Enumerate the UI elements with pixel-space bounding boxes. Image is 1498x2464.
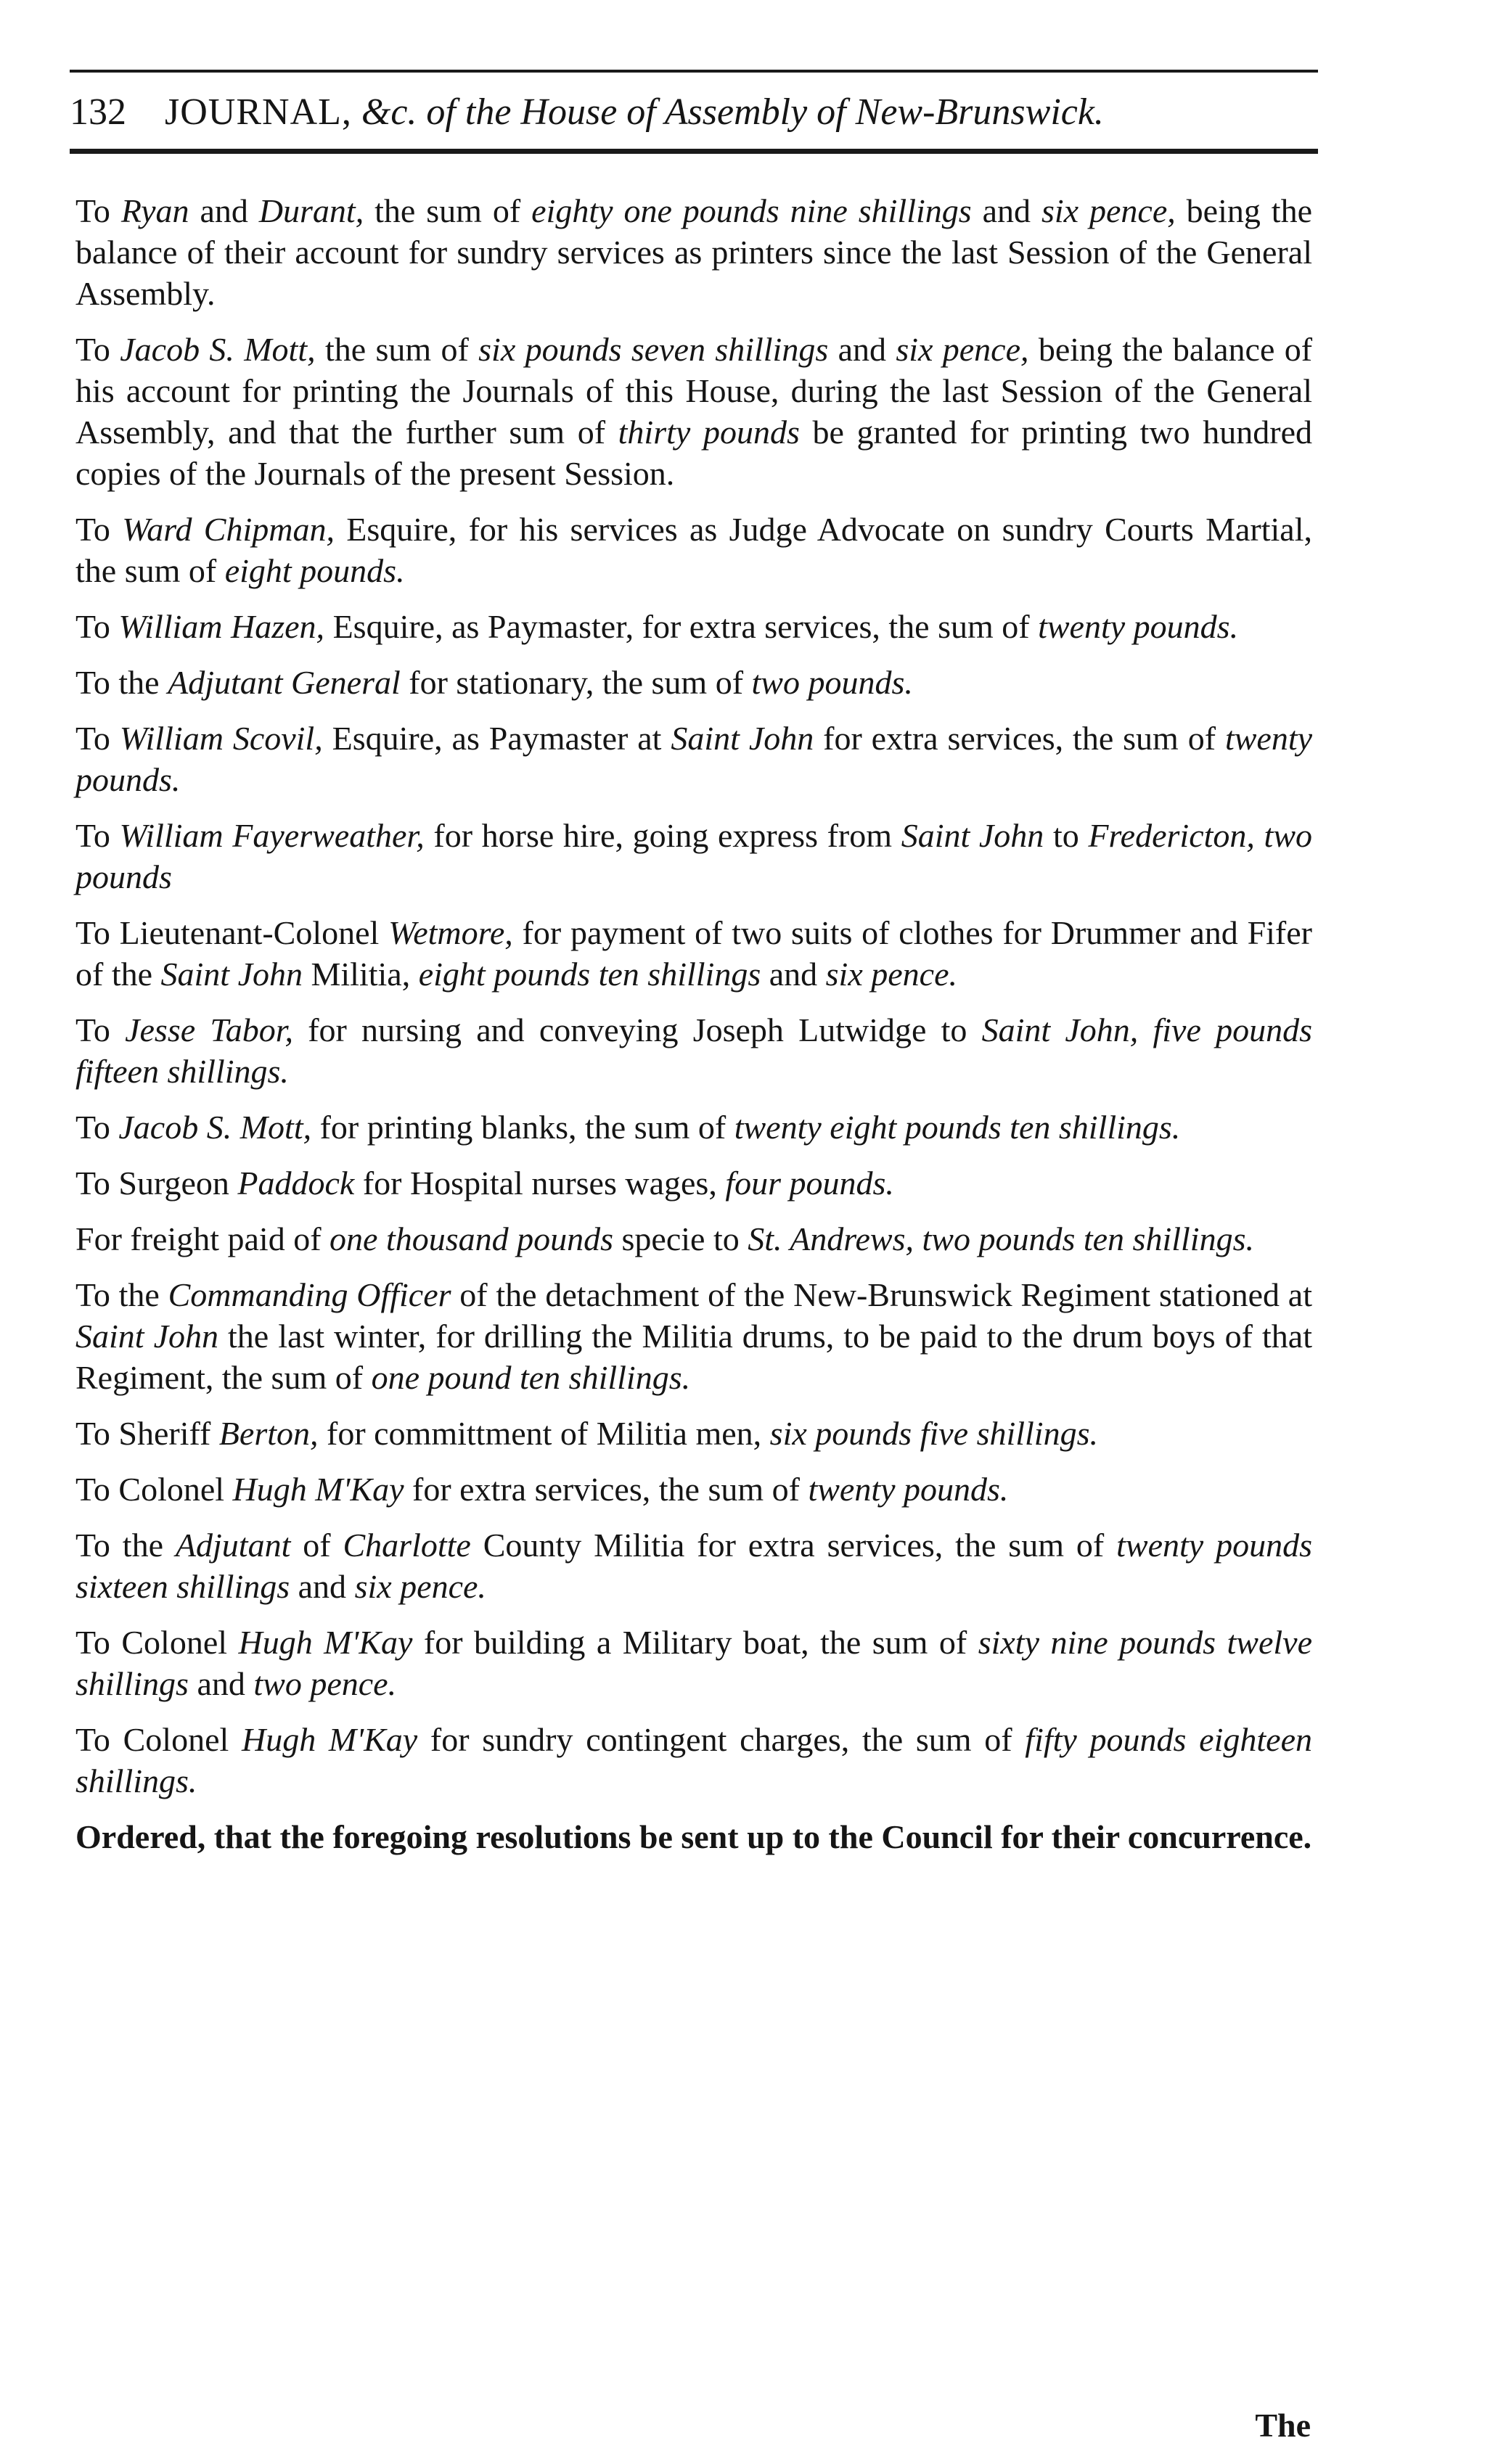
text-run: Militia,: [303, 956, 419, 993]
italic-text: six pence.: [825, 956, 958, 993]
bold-text: Ordered, that the foregoing resolutions be sent up to the Council for their concurrence.: [75, 1818, 1312, 1855]
resolution-entry: [75, 606, 1312, 647]
catchword: The: [1255, 2407, 1311, 2444]
text-run: specie to: [613, 1220, 748, 1257]
text-run: for building a Military boat, the sum of: [412, 1624, 978, 1661]
text-run: being the balance of their account for sundry services as printers since the last Session of the General Assembly.: [75, 192, 1313, 312]
italic-text: six pence,: [1041, 192, 1176, 229]
italic-text: twenty pounds sixteen shillings: [75, 1527, 1312, 1605]
italic-text: one pound ten shillings.: [371, 1359, 691, 1396]
italic-text: four pounds.: [725, 1165, 894, 1202]
italic-text: Hugh M'Kay: [241, 1721, 418, 1758]
italic-text: five pounds fifteen shillings.: [75, 1011, 1312, 1090]
italic-text: Jacob S. Mott,: [118, 1109, 312, 1146]
italic-text: two pounds ten shillings.: [922, 1220, 1254, 1257]
italic-text: eighty one pounds nine shillings: [531, 192, 972, 229]
resolution-entry: [75, 1162, 1312, 1204]
italic-text: six pounds seven shillings: [478, 331, 829, 368]
resolution-entry: [75, 1218, 1312, 1260]
text-run: To the: [75, 664, 168, 701]
resolution-entry: [75, 509, 1312, 591]
text-run: To: [75, 511, 123, 548]
italic-text: twenty pounds.: [808, 1471, 1009, 1508]
italic-text: Hugh M'Kay: [238, 1624, 413, 1661]
italic-text: six pounds five shillings.: [769, 1415, 1098, 1452]
italic-text: Ryan: [120, 192, 189, 229]
italic-text: one thousand pounds: [330, 1220, 614, 1257]
text-run: To Colonel: [75, 1624, 239, 1661]
header-rule-top: [70, 70, 1318, 73]
text-run: for horse hire, going express from: [424, 817, 901, 854]
italic-text: Adjutant: [175, 1527, 291, 1564]
text-run: of the detachment of the New-Brunswick Regiment stationed at: [451, 1276, 1312, 1313]
resolution-entry: [75, 815, 1312, 898]
italic-text: Fredericton, two pounds: [75, 817, 1313, 895]
journal-title-italic: &c. of the House of Assembly of New-Brunswick.: [361, 91, 1104, 133]
text-run: for stationary, the sum of: [400, 664, 752, 701]
italic-text: Saint John: [75, 1318, 218, 1355]
italic-text: Berton,: [218, 1415, 319, 1452]
resolution-entry: [75, 1719, 1312, 1802]
text-run: for extra services, the sum of: [404, 1471, 809, 1508]
text-run: for committment of Militia men,: [318, 1415, 770, 1452]
italic-text: Adjutant General: [168, 664, 401, 701]
italic-text: eight pounds ten shillings: [418, 956, 761, 993]
resolution-entry: [75, 1469, 1312, 1510]
text-run: To Surgeon: [75, 1165, 238, 1202]
text-run: for nursing and conveying Joseph Lutwidge to: [293, 1011, 982, 1048]
journal-title: JOURNAL,: [165, 91, 352, 133]
text-run: for sundry contingent charges, the sum of: [417, 1721, 1026, 1758]
text-run: the last winter, for drilling the Militia drums, to be paid to the drum boys of that Regiment, the sum of: [75, 1318, 1312, 1396]
text-run: To Sheriff: [75, 1415, 219, 1452]
italic-text: Charlotte: [343, 1527, 471, 1564]
italic-text: Saint John,: [981, 1011, 1139, 1048]
italic-text: fifty pounds eighteen shillings.: [75, 1721, 1312, 1799]
resolution-entry: [75, 1009, 1312, 1092]
italic-text: Ward Chipman,: [122, 511, 335, 548]
resolution-entry: [75, 1106, 1312, 1148]
text-run: and: [290, 1568, 355, 1605]
italic-text: twenty eight pounds ten shillings.: [734, 1109, 1181, 1146]
resolution-entry: [75, 1524, 1312, 1607]
text-run: the sum of: [315, 331, 479, 368]
text-run: To the: [75, 1276, 168, 1313]
text-run: To Colonel: [75, 1721, 242, 1758]
text-run: To: [75, 192, 121, 229]
resolution-entry: [75, 662, 1312, 703]
text-run: To: [75, 331, 120, 368]
text-run: and: [971, 192, 1041, 229]
italic-text: eight pounds.: [224, 552, 405, 589]
text-run: To the: [75, 1527, 176, 1564]
resolution-entry: [75, 1622, 1312, 1704]
italic-text: twenty pounds.: [1038, 608, 1239, 645]
resolution-entry: [75, 718, 1312, 800]
italic-text: six pence.: [354, 1568, 486, 1605]
resolution-entry: [75, 1274, 1312, 1398]
text-run: To Colonel: [75, 1471, 233, 1508]
text-run: To: [75, 817, 120, 854]
italic-text: six pence,: [896, 331, 1029, 368]
italic-text: sixty nine pounds twelve shillings: [75, 1624, 1312, 1702]
text-run: To: [75, 608, 119, 645]
text-run: To Lieutenant-Colonel: [75, 914, 389, 951]
italic-text: Saint John: [901, 817, 1044, 854]
text-run: Esquire, for his services as Judge Advocate on sundry Courts Martial, the sum of: [75, 511, 1312, 589]
order-paragraph: [75, 1816, 1312, 1857]
italic-text: William Fayerweather,: [119, 817, 425, 854]
text-run: be granted for printing two hundred copies of the Journals of the present Session.: [75, 414, 1313, 492]
text-run: and: [188, 1665, 254, 1702]
text-run: To: [75, 720, 120, 757]
page-number: 132: [70, 91, 126, 133]
text-run: To: [75, 1011, 126, 1048]
italic-text: William Hazen,: [118, 608, 325, 645]
text-run: for extra services, the sum of: [814, 720, 1225, 757]
text-run: For freight paid of: [75, 1220, 330, 1257]
text-run: the sum of: [364, 192, 532, 229]
italic-text: Wetmore,: [388, 914, 513, 951]
italic-text: thirty pounds: [618, 414, 800, 451]
italic-text: Saint John: [671, 720, 814, 757]
text-run: to: [1044, 817, 1089, 854]
resolution-entry: [75, 1413, 1312, 1454]
text-run: for payment of two suits of clothes for Drummer and Fifer of the: [75, 914, 1312, 993]
text-run: County Militia for extra services, the sum of: [470, 1527, 1117, 1564]
text-run: of: [290, 1527, 343, 1564]
italic-text: two pounds.: [751, 664, 913, 701]
italic-text: Saint John: [160, 956, 303, 993]
italic-text: Jacob S. Mott,: [120, 331, 316, 368]
italic-text: William Scovil,: [119, 720, 323, 757]
italic-text: Commanding Officer: [168, 1276, 451, 1313]
text-run: Esquire, as Paymaster, for extra services, the sum of: [324, 608, 1039, 645]
text-run: To: [75, 1109, 119, 1146]
running-header: [70, 83, 1318, 141]
italic-text: two pence.: [253, 1665, 397, 1702]
text-run: Esquire, as Paymaster at: [322, 720, 671, 757]
italic-text: Jesse Tabor,: [125, 1011, 294, 1048]
text-run: and: [761, 956, 826, 993]
text-run: and: [189, 192, 259, 229]
text-run: [914, 1220, 922, 1257]
text-run: for Hospital nurses wages,: [354, 1165, 726, 1202]
resolution-entry: [75, 190, 1312, 314]
text-run: and: [828, 331, 896, 368]
text-run: for printing blanks, the sum of: [311, 1109, 734, 1146]
italic-text: Paddock: [237, 1165, 355, 1202]
resolution-list: [75, 190, 1312, 1872]
italic-text: Hugh M'Kay: [232, 1471, 404, 1508]
text-run: [1138, 1011, 1153, 1048]
italic-text: St. Andrews,: [748, 1220, 914, 1257]
header-rule-bottom: [70, 149, 1318, 154]
resolution-entry: [75, 329, 1312, 494]
italic-text: Durant,: [258, 192, 364, 229]
italic-text: twenty pounds.: [75, 720, 1313, 798]
resolution-entry: [75, 912, 1312, 995]
text-run: being the balance of his account for printing the Journals of this House, during the last Session of the General Assembly, and that the further sum of: [75, 331, 1313, 451]
